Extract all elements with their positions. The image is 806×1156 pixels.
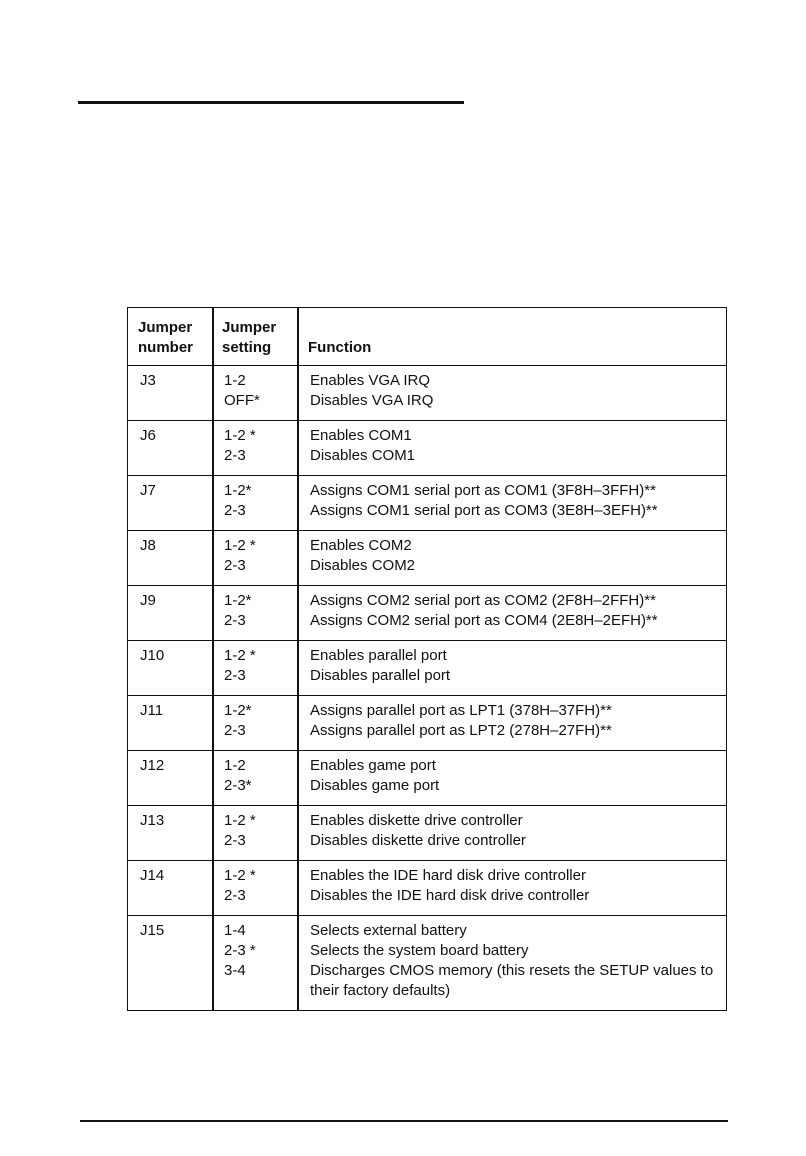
table-row xyxy=(128,805,726,861)
jumper-function xyxy=(310,866,718,906)
table-row xyxy=(128,475,726,531)
setting-value: 1-2 * xyxy=(224,812,256,829)
top-rule xyxy=(78,101,464,104)
header-function: Function xyxy=(308,339,372,356)
jumper-number: J14 xyxy=(140,867,165,884)
bottom-rule xyxy=(80,1120,728,1122)
setting-value: 1-4 xyxy=(224,922,246,939)
jumper-setting xyxy=(224,646,256,686)
jumper-setting xyxy=(224,481,252,521)
jumper-number: J10 xyxy=(140,647,165,664)
function-description: Selects external battery xyxy=(310,922,467,939)
jumper-setting xyxy=(224,426,256,466)
function-description: Assigns COM1 serial port as COM3 (3E8H–3EFH)** xyxy=(310,502,658,519)
function-description: Assigns parallel port as LPT2 (278H–27FH)** xyxy=(310,722,612,739)
setting-value: 3-4 xyxy=(224,962,246,979)
jumper-function xyxy=(310,481,718,521)
setting-value: 2-3 xyxy=(224,667,246,684)
table-row xyxy=(128,420,726,476)
table-header xyxy=(128,308,726,366)
setting-value: 1-2 * xyxy=(224,867,256,884)
function-description: Disables parallel port xyxy=(310,667,451,684)
jumper-function xyxy=(310,701,718,741)
jumper-function xyxy=(310,921,718,1001)
function-description: Enables COM2 xyxy=(310,537,412,554)
function-description: Discharges CMOS memory (this resets the SETUP values to their factory defaults) xyxy=(310,962,714,999)
jumper-setting xyxy=(224,756,252,796)
function-description: Disables VGA IRQ xyxy=(310,392,434,409)
setting-value: 1-2 * xyxy=(224,427,256,444)
jumper-number: J15 xyxy=(140,922,165,939)
setting-value: 1-2 * xyxy=(224,537,256,554)
table-row xyxy=(128,585,726,641)
function-description: Assigns parallel port as LPT1 (378H–37FH)** xyxy=(310,702,612,719)
jumper-setting xyxy=(224,811,256,851)
header-jumper-setting: Jumper setting xyxy=(222,319,277,356)
jumper-number: J6 xyxy=(140,427,156,444)
setting-value: 2-3 xyxy=(224,502,246,519)
function-description: Enables diskette drive controller xyxy=(310,812,523,829)
jumper-function xyxy=(310,536,718,576)
jumper-number: J7 xyxy=(140,482,156,499)
function-description: Enables COM1 xyxy=(310,427,412,444)
jumper-function xyxy=(310,756,718,796)
jumper-number: J13 xyxy=(140,812,165,829)
setting-value: OFF* xyxy=(224,392,260,409)
jumper-number: J12 xyxy=(140,757,165,774)
jumper-setting xyxy=(224,701,252,741)
setting-value: 2-3 xyxy=(224,832,246,849)
setting-value: 1-2* xyxy=(224,482,252,499)
header-jumper-number: Jumper number xyxy=(138,319,194,356)
table-row xyxy=(128,530,726,586)
setting-value: 1-2* xyxy=(224,592,252,609)
function-description: Selects the system board battery xyxy=(310,942,529,959)
setting-value: 2-3 xyxy=(224,722,246,739)
table-row xyxy=(128,695,726,751)
table-row xyxy=(128,365,726,421)
jumper-function xyxy=(310,426,718,466)
setting-value: 2-3 * xyxy=(224,942,256,959)
jumper-function xyxy=(310,371,718,411)
function-description: Disables the IDE hard disk drive controller xyxy=(310,887,590,904)
setting-value: 1-2* xyxy=(224,702,252,719)
setting-value: 1-2 xyxy=(224,372,246,389)
jumper-number: J3 xyxy=(140,372,156,389)
setting-value: 2-3 xyxy=(224,887,246,904)
function-description: Disables COM1 xyxy=(310,447,416,464)
jumper-settings-table xyxy=(127,307,727,1011)
function-description: Enables the IDE hard disk drive controller xyxy=(310,867,586,884)
setting-value: 2-3 xyxy=(224,612,246,629)
function-description: Assigns COM2 serial port as COM2 (2F8H–2FFH)** xyxy=(310,592,656,609)
jumper-setting xyxy=(224,536,256,576)
table-row xyxy=(128,915,726,1011)
function-description: Disables COM2 xyxy=(310,557,416,574)
function-description: Disables diskette drive controller xyxy=(310,832,526,849)
table-row xyxy=(128,750,726,806)
setting-value: 2-3* xyxy=(224,777,252,794)
jumper-number: J9 xyxy=(140,592,156,609)
setting-value: 2-3 xyxy=(224,447,246,464)
jumper-setting xyxy=(224,591,252,631)
table-row xyxy=(128,860,726,916)
function-description: Disables game port xyxy=(310,777,440,794)
setting-value: 1-2 * xyxy=(224,647,256,664)
setting-value: 1-2 xyxy=(224,757,246,774)
jumper-function xyxy=(310,811,718,851)
function-description: Enables VGA IRQ xyxy=(310,372,431,389)
jumper-function xyxy=(310,591,718,631)
jumper-setting xyxy=(224,371,260,411)
jumper-number: J11 xyxy=(140,702,164,719)
function-description: Enables game port xyxy=(310,757,436,774)
function-description: Assigns COM2 serial port as COM4 (2E8H–2EFH)** xyxy=(310,612,658,629)
jumper-setting xyxy=(224,921,256,981)
function-description: Enables parallel port xyxy=(310,647,447,664)
table-row xyxy=(128,640,726,696)
function-description: Assigns COM1 serial port as COM1 (3F8H–3FFH)** xyxy=(310,482,656,499)
jumper-number: J8 xyxy=(140,537,156,554)
jumper-setting xyxy=(224,866,256,906)
setting-value: 2-3 xyxy=(224,557,246,574)
jumper-function xyxy=(310,646,718,686)
